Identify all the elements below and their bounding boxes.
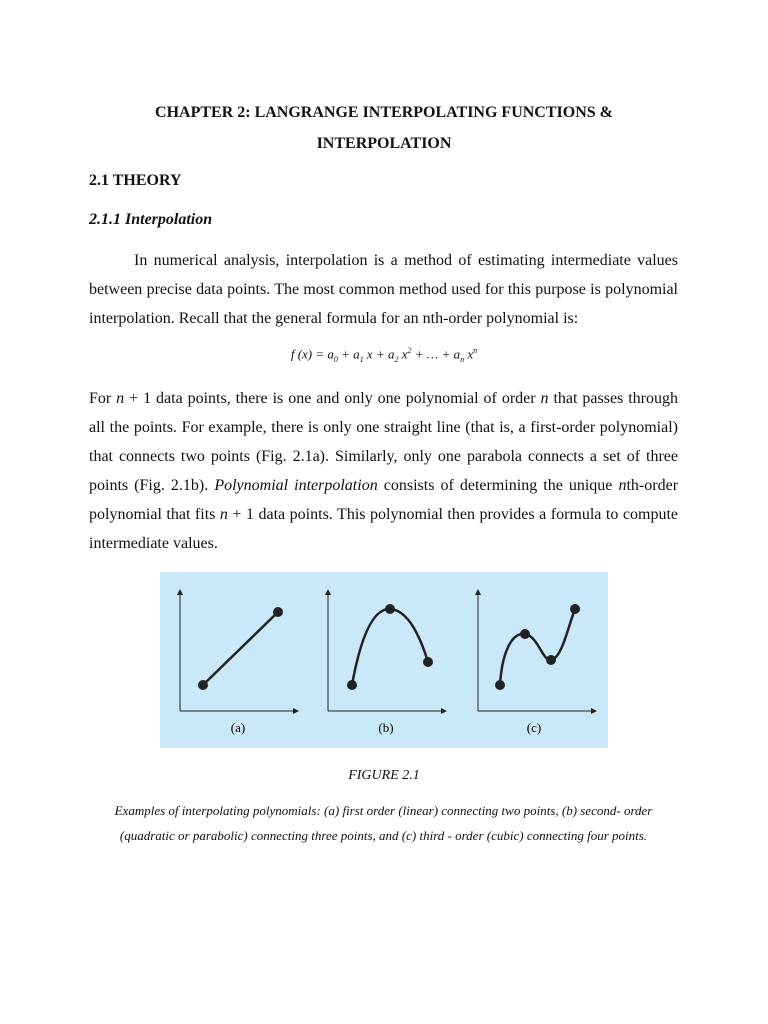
- panel-b: [328, 592, 444, 735]
- panel-b-point: [423, 657, 433, 667]
- text-run: + 1 data points, there is one and only one polynomial of order: [124, 390, 541, 407]
- equation-sup-2: 2: [407, 346, 412, 355]
- panel-b-label: (b): [378, 720, 394, 735]
- paragraph-intro: [89, 246, 678, 333]
- interpolation-figure: [160, 572, 608, 748]
- panel-c-point: [495, 680, 505, 690]
- panel-b-point: [347, 680, 357, 690]
- text-run-italic: Polynomial interpolation: [214, 477, 378, 494]
- equation-term-a0: a: [327, 346, 334, 362]
- panel-a-point: [273, 607, 283, 617]
- text-run-italic: n: [116, 390, 125, 407]
- panel-a-point: [198, 680, 208, 690]
- panel-a-label: (a): [230, 720, 246, 735]
- panel-c: [478, 592, 594, 735]
- panel-b-point: [385, 604, 395, 614]
- equation-var-x: x: [363, 346, 373, 362]
- panel-a-linear-curve: [203, 612, 278, 685]
- panel-c-label: (c): [526, 720, 542, 735]
- panel-c-point: [546, 655, 556, 665]
- text-run-italic: n: [540, 390, 549, 407]
- equation-plus: +: [372, 346, 388, 362]
- subsection-heading: 2.1.1 Interpolation: [89, 211, 213, 228]
- equation-lhs: f (x) =: [290, 346, 328, 362]
- text-run-italic: n: [618, 477, 627, 494]
- equation-sub-n: n: [460, 354, 465, 364]
- text-run: For: [89, 390, 117, 407]
- text-run: consists of determining the unique: [377, 477, 619, 494]
- figure-caption: Examples of interpolating polynomials: (a) first order (linear) connecting two points, (b) second- order (quadratic or parabolic) connecting three points, and (c) third - order (cubic) connecting four points.: [114, 803, 653, 843]
- text-run: + 1 data points. This polynomial then provides a formula to compute intermediate values.: [89, 506, 678, 552]
- equation-var-x: x: [398, 346, 408, 362]
- paragraph-intro-text: In numerical analysis, interpolation is a method of estimating intermediate values between precise data points. The most common method used for this purpose is polynomial interpolation. Recall that the general formula for an nth-order polynomial is:: [89, 252, 678, 327]
- panel-b-quadratic-curve: [352, 609, 428, 685]
- equation-sub-0: 0: [333, 354, 338, 364]
- equation-var-x: x: [464, 346, 474, 362]
- equation-sup-n: n: [473, 346, 478, 355]
- figure-label: FIGURE 2.1: [348, 768, 420, 783]
- panel-a: [180, 592, 296, 735]
- paragraph-polynomial: [89, 384, 678, 558]
- panel-c-cubic-curve: [500, 609, 575, 685]
- polynomial-equation: [0, 346, 768, 364]
- equation-plus-ellipsis: + … +: [411, 346, 454, 362]
- equation-sub-1: 1: [359, 354, 364, 364]
- text-run-italic: n: [219, 506, 228, 523]
- equation-term-a1: a: [353, 346, 360, 362]
- text-run: th-order polynomial that fits: [89, 477, 679, 523]
- chapter-title: CHAPTER 2: LANGRANGE INTERPOLATING FUNCTIONS & INTERPOLATION: [155, 104, 613, 152]
- section-heading: 2.1 THEORY: [89, 172, 182, 189]
- equation-term-a2: a: [387, 346, 395, 362]
- panel-c-point: [570, 604, 580, 614]
- equation-term-an: a: [453, 346, 461, 362]
- figure-graphic: [160, 572, 608, 748]
- equation-plus: +: [337, 346, 354, 362]
- panel-c-point: [520, 629, 530, 639]
- text-run: that passes through all the points. For example, there is only one straight line (that is, a first-order polynomial) that connects two points (Fig. 2.1a). Similarly, only one parabola connects a set of three points (Fig. 2.1b).: [89, 390, 678, 494]
- equation-sub-2: 2: [394, 354, 399, 364]
